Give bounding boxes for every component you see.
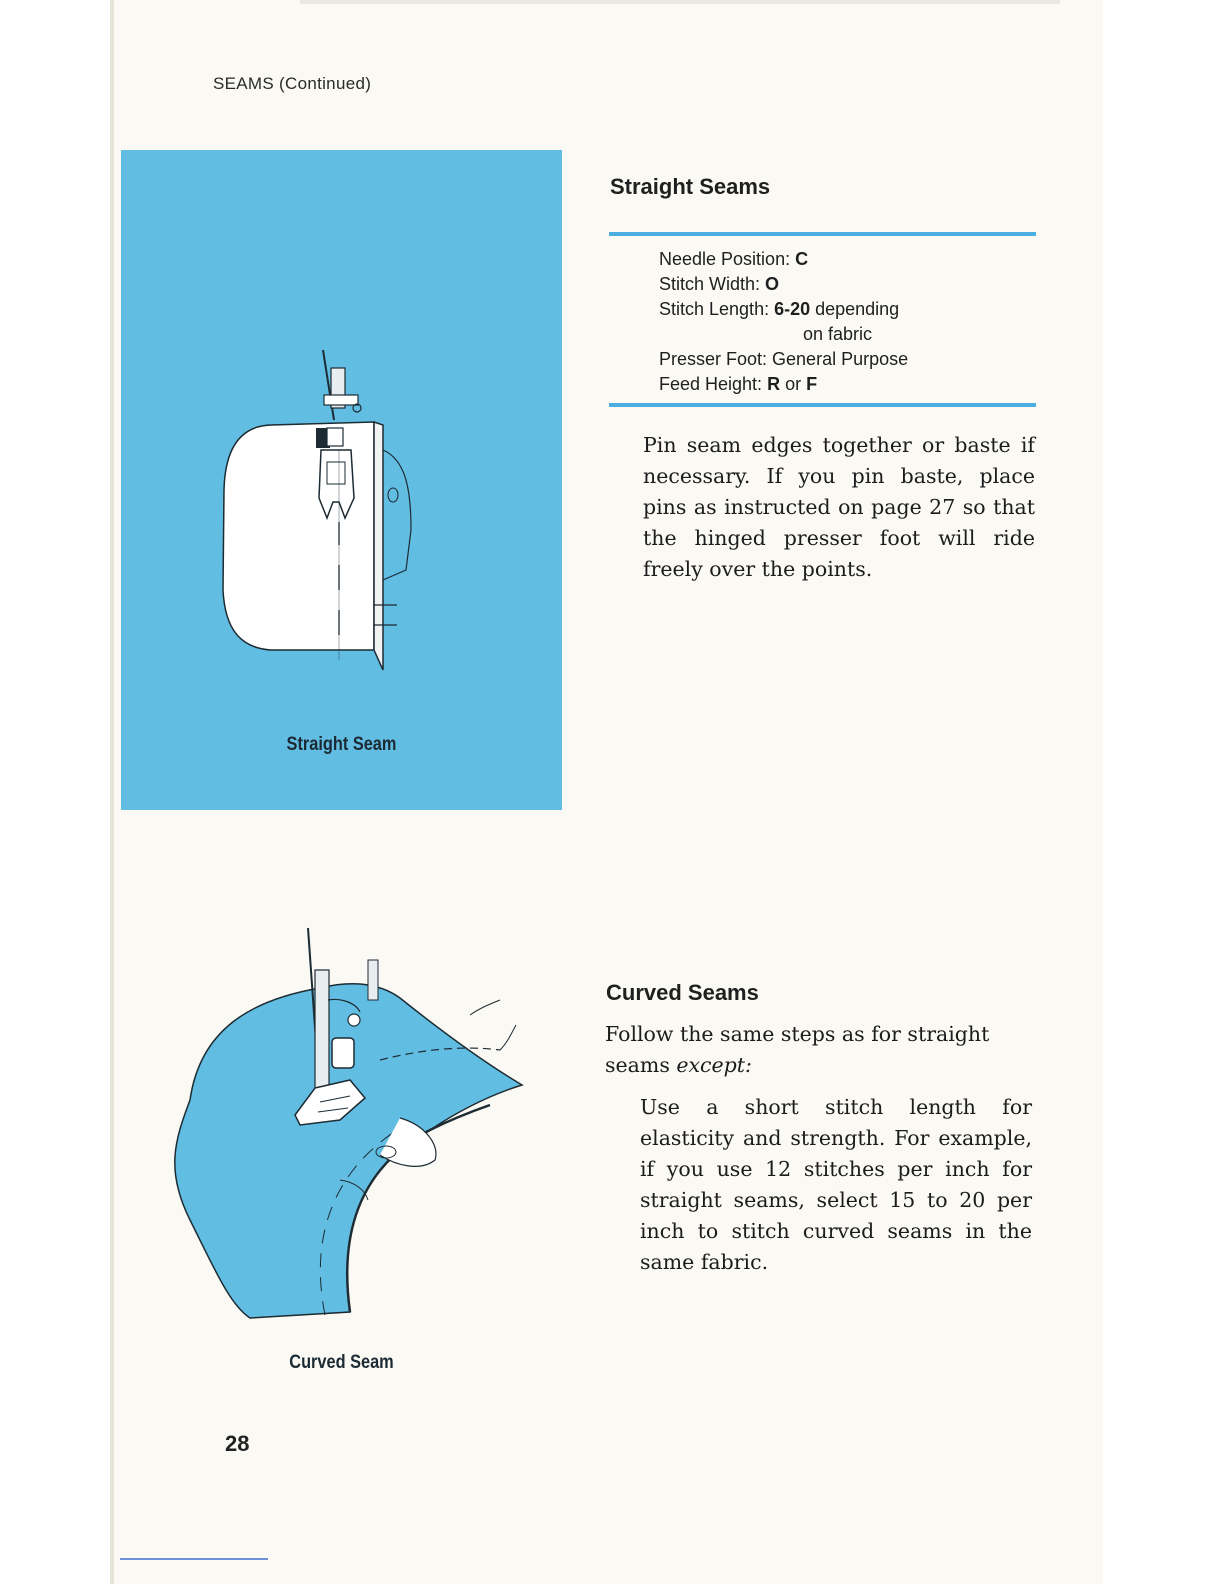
- straight-seam-caption: Straight Seam: [286, 734, 397, 755]
- setting-needle-position: [659, 247, 908, 272]
- settings-rule-bottom: [609, 403, 1036, 407]
- curved-seams-instructions: Use a short stitch length for elasticity and strength. For example, if you use 12 stitches per inch for straight seams, select 15 to 20 per inch to stitch curved seams in the same fabric.: [640, 1095, 1032, 1274]
- scan-margin-right: [1103, 0, 1224, 1584]
- setting-label: Stitch Length:: [659, 299, 775, 319]
- scan-artifact-bottom: [120, 1558, 268, 1560]
- setting-label: Stitch Width:: [659, 274, 766, 294]
- settings-rule-top: [609, 232, 1036, 236]
- setting-stitch-length-continued: on fabric: [803, 324, 873, 344]
- straight-seam-illustration-icon: [121, 150, 562, 810]
- scan-artifact-top: [300, 0, 1060, 4]
- running-head: SEAMS (Continued): [213, 74, 372, 93]
- setting-value: 6-20: [774, 299, 811, 319]
- setting-label: Needle Position:: [659, 249, 796, 269]
- setting-conjunction: or: [780, 374, 807, 394]
- curved-seam-caption: Curved Seam: [289, 1352, 394, 1373]
- setting-value: F: [806, 374, 818, 394]
- curved-intro-text: Follow the same steps as for straight seams: [605, 1022, 990, 1077]
- page-edge-shadow: [110, 0, 114, 1584]
- setting-feed-height: [659, 372, 908, 397]
- curved-intro-emphasis: except:: [676, 1053, 752, 1077]
- setting-stitch-width: [659, 272, 908, 297]
- page-number: 28: [225, 1431, 250, 1456]
- curved-seam-illustration-icon: [150, 920, 550, 1330]
- straight-seams-instructions: Pin seam edges together or baste if necessary. If you pin baste, place pins as instructed on page 27 so that the hinged presser foot will ride freely over the points.: [643, 433, 1035, 581]
- setting-value: R: [767, 374, 781, 394]
- setting-presser-foot: Presser Foot: General Purpose: [659, 349, 909, 369]
- machine-settings-list: [659, 247, 908, 397]
- curved-seams-heading: Curved Seams: [606, 980, 759, 1005]
- scan-margin-left: [0, 0, 110, 1584]
- setting-note: depending: [810, 299, 900, 319]
- setting-stitch-length: [659, 297, 908, 322]
- curved-seams-intro: [605, 1019, 1033, 1081]
- setting-label: Feed Height:: [659, 374, 768, 394]
- setting-value: O: [765, 274, 780, 294]
- setting-value: C: [795, 249, 809, 269]
- straight-seams-heading: Straight Seams: [610, 174, 771, 199]
